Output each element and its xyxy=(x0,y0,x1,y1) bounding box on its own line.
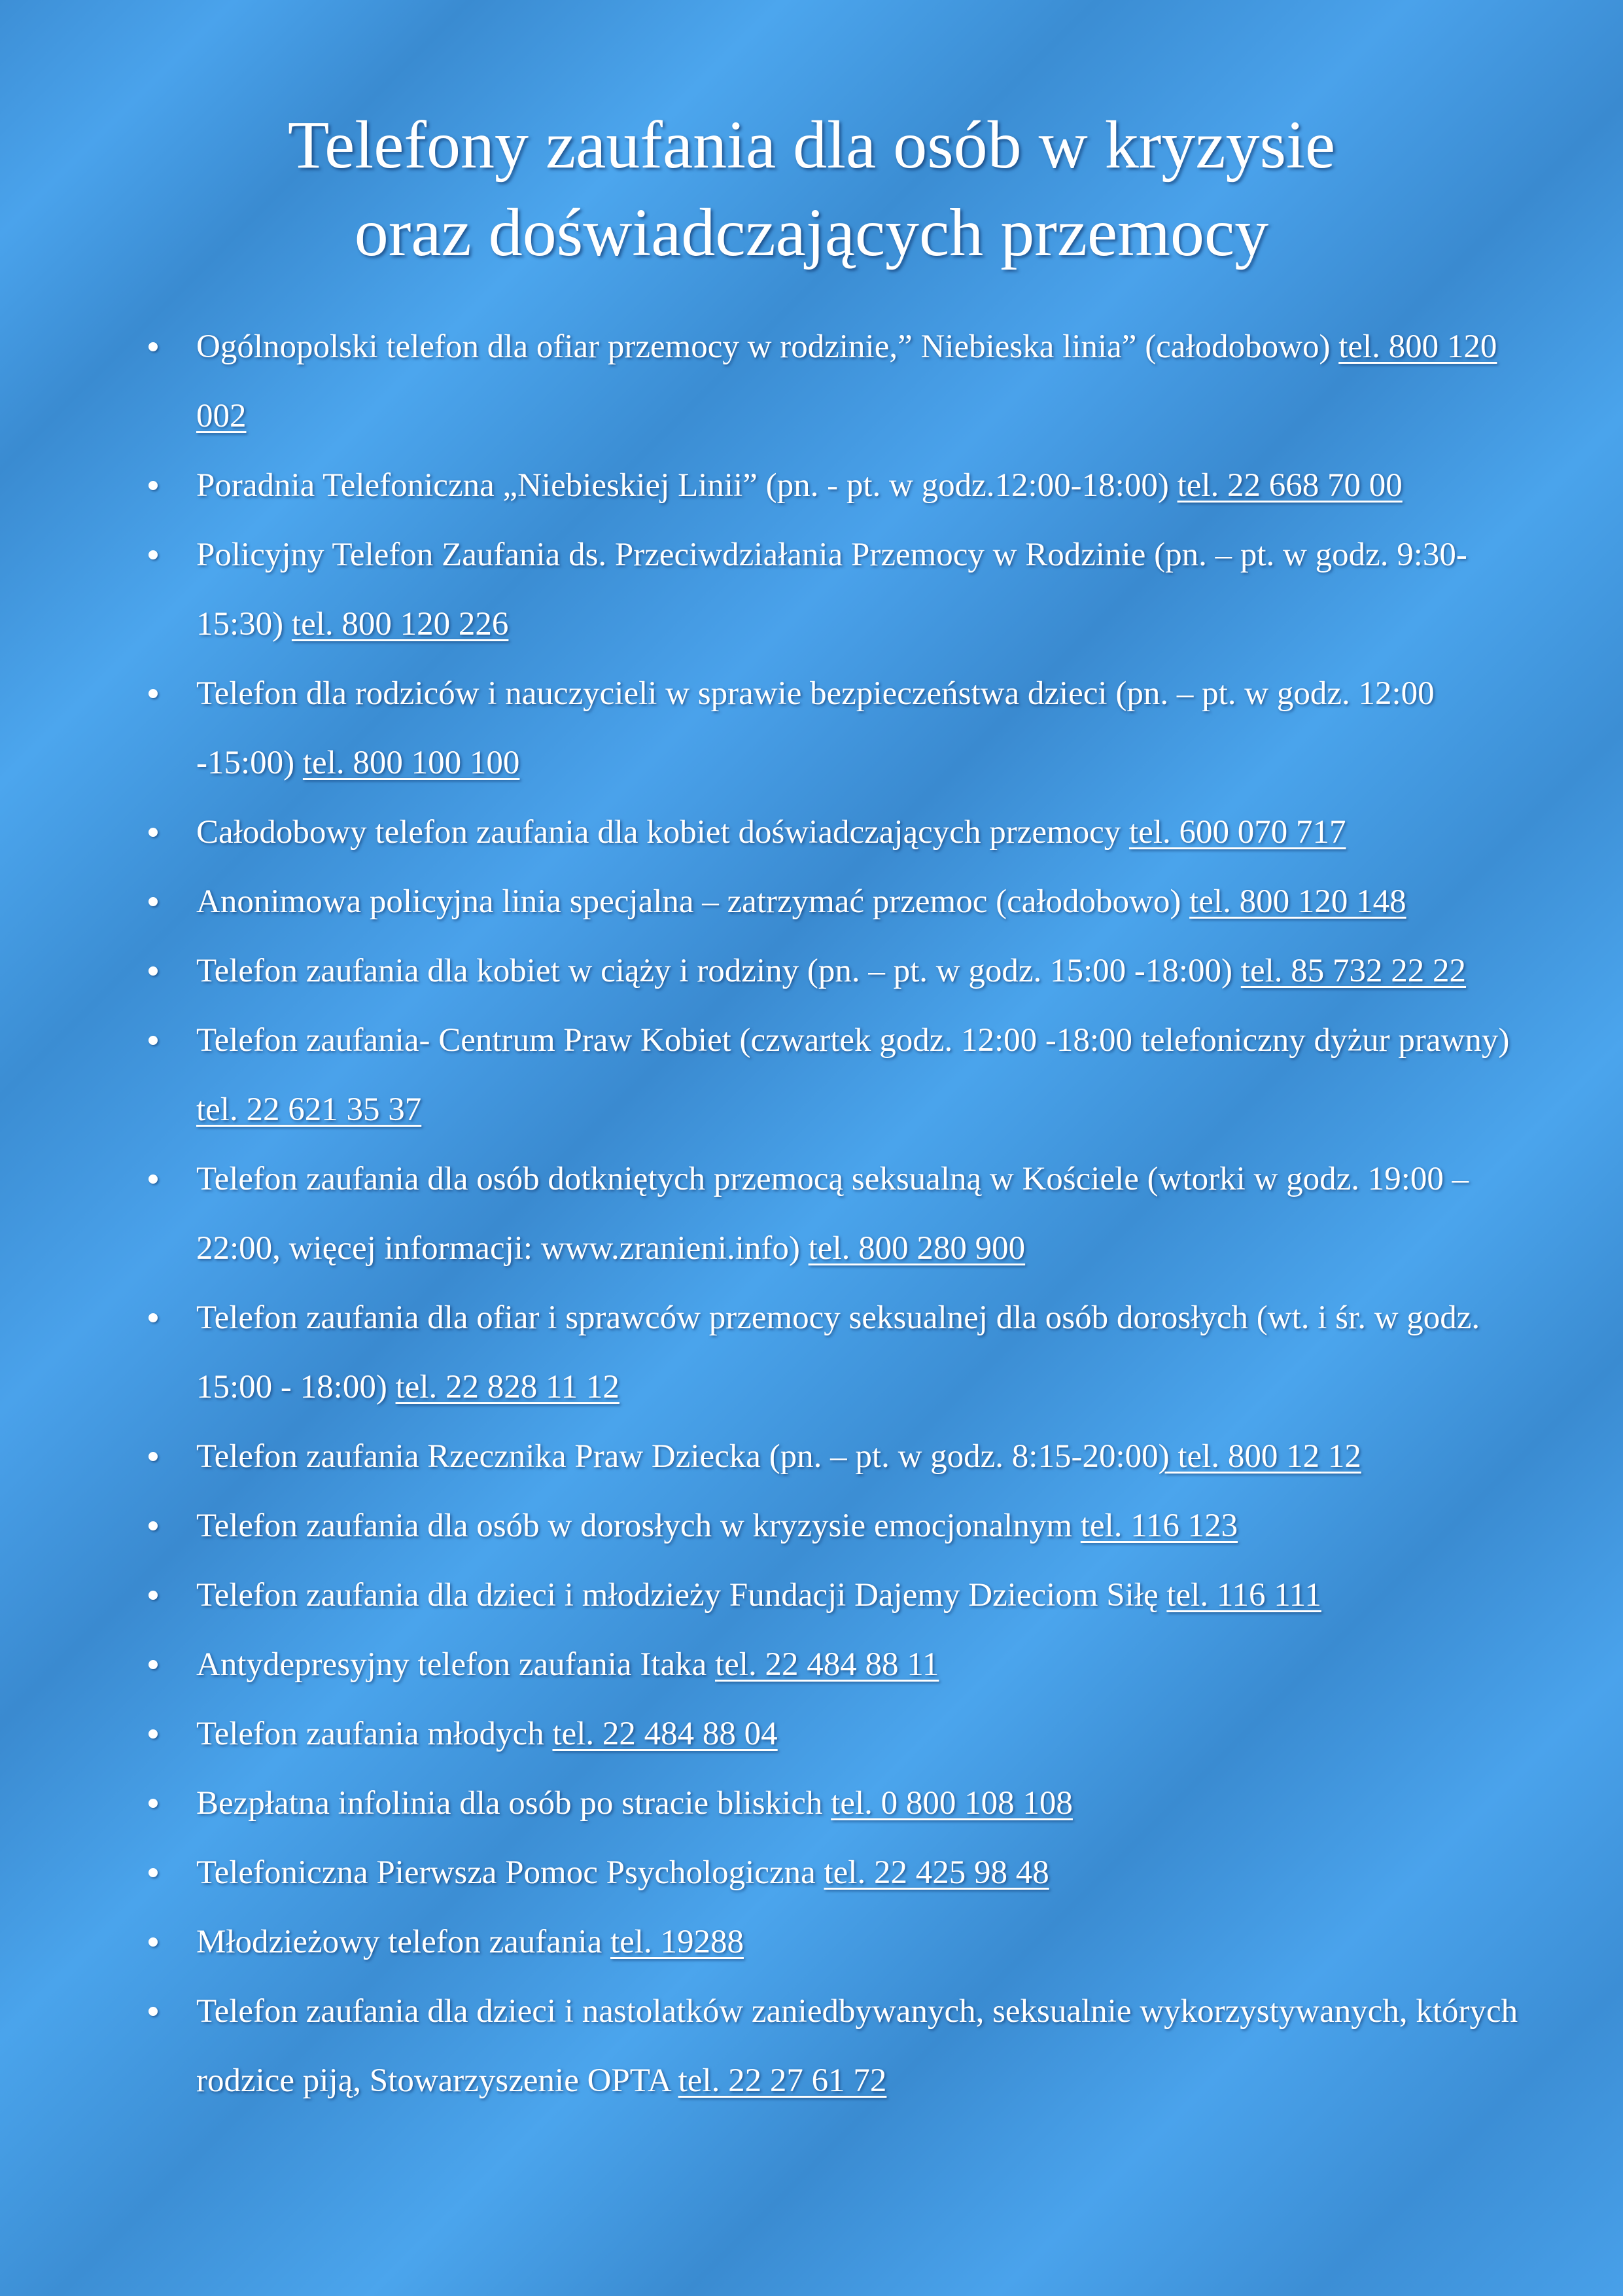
bullet-icon xyxy=(148,1799,158,1808)
list-item xyxy=(196,1006,1531,1144)
list-item xyxy=(196,1977,1531,2115)
bullet-icon xyxy=(148,342,158,351)
list-item xyxy=(196,451,1531,520)
phone-link[interactable]: tel. 0 800 108 108 xyxy=(831,1785,1073,1822)
bullet-icon xyxy=(148,1729,158,1739)
phone-link[interactable]: tel. 22 828 11 12 xyxy=(395,1369,620,1405)
item-description: Antydepresyjny telefon zaufania Itaka xyxy=(196,1646,715,1683)
item-description: Telefon zaufania- Centrum Praw Kobiet (czwartek godz. 12:00 -18:00 telefoniczny dyżur prawny) xyxy=(196,1022,1510,1059)
phone-link[interactable]: tel. 800 120 148 xyxy=(1189,883,1406,920)
phone-link[interactable]: tel. 22 425 98 48 xyxy=(824,1854,1049,1891)
list-item xyxy=(196,1907,1531,1977)
item-description: Ogólnopolski telefon dla ofiar przemocy w rodzinie,” Niebieska linia” (całodobowo) xyxy=(196,328,1339,365)
list-item xyxy=(196,1838,1531,1907)
bullet-icon xyxy=(148,1660,158,1669)
phone-link[interactable]: tel. 19288 xyxy=(610,1924,744,1960)
list-item xyxy=(196,1630,1531,1699)
item-description: Policyjny Telefon Zaufania ds. Przeciwdziałania Przemocy w Rodzinie (pn. – pt. w godz. 9:30-15:30) xyxy=(196,537,1467,643)
item-description: Młodzieżowy telefon zaufania xyxy=(196,1924,610,1960)
page-title-line-2: oraz doświadczających przemocy xyxy=(354,195,1269,270)
list-item xyxy=(196,867,1531,936)
bullet-icon xyxy=(148,481,158,490)
phone-link[interactable]: tel. 22 484 88 11 xyxy=(715,1646,939,1683)
page-title xyxy=(131,101,1492,277)
bullet-icon xyxy=(148,1452,158,1461)
bullet-icon xyxy=(148,966,158,976)
list-item xyxy=(196,659,1531,798)
list-item xyxy=(196,1422,1531,1491)
helpline-list xyxy=(196,312,1531,2115)
phone-link[interactable]: tel. 800 280 900 xyxy=(808,1230,1026,1267)
item-description: Poradnia Telefoniczna „Niebieskiej Linii” (pn. - pt. w godz.12:00-18:00) xyxy=(196,467,1178,504)
item-description: Bezpłatna infolinia dla osób po stracie bliskich xyxy=(196,1785,831,1822)
bullet-icon xyxy=(148,1036,158,1045)
phone-link[interactable]: tel. 800 120 226 xyxy=(291,606,509,643)
bullet-icon xyxy=(148,1313,158,1322)
phone-link[interactable]: tel. 800 120 002 xyxy=(196,328,1497,434)
item-description: Telefon zaufania dla dzieci i młodzieży Fundacji Dajemy Dzieciom Siłę xyxy=(196,1577,1167,1614)
phone-link[interactable]: tel. 116 111 xyxy=(1166,1577,1321,1614)
phone-link[interactable]: tel. 116 123 xyxy=(1080,1508,1238,1544)
list-item xyxy=(196,936,1531,1006)
bullet-icon xyxy=(148,1937,158,1947)
bullet-icon xyxy=(148,897,158,906)
phone-link[interactable]: tel. 800 100 100 xyxy=(302,745,520,781)
list-item xyxy=(196,1283,1531,1422)
phone-link[interactable]: tel. 85 732 22 22 xyxy=(1240,953,1467,989)
bullet-icon xyxy=(148,1521,158,1530)
list-item xyxy=(196,1491,1531,1561)
item-description: Całodobowy telefon zaufania dla kobiet doświadczających przemocy xyxy=(196,814,1130,851)
item-description: Telefon dla rodziców i nauczycieli w sprawie bezpieczeństwa dzieci (pn. – pt. w godz. 12:00 -15:00) xyxy=(196,675,1435,781)
list-item xyxy=(196,1561,1531,1630)
phone-link[interactable]: tel. 22 621 35 37 xyxy=(196,1091,422,1128)
phone-link[interactable]: tel. 600 070 717 xyxy=(1129,814,1346,851)
bullet-icon xyxy=(148,550,158,559)
list-item xyxy=(196,798,1531,867)
item-description: Telefon zaufania dla osób w dorosłych w kryzysie emocjonalnym xyxy=(196,1508,1081,1544)
item-description: Telefon zaufania Rzecznika Praw Dziecka (pn. – pt. w godz. 8:15-20:00 xyxy=(196,1438,1159,1475)
bullet-icon xyxy=(148,2007,158,2016)
bullet-icon xyxy=(148,1174,158,1184)
phone-link[interactable]: tel. 22 668 70 00 xyxy=(1177,467,1403,504)
bullet-icon xyxy=(148,1868,158,1877)
bullet-icon xyxy=(148,689,158,698)
bullet-icon xyxy=(148,828,158,837)
list-item xyxy=(196,1769,1531,1838)
page-title-line-1: Telefony zaufania dla osób w kryzysie xyxy=(287,107,1336,183)
item-description: Telefoniczna Pierwsza Pomoc Psychologiczna xyxy=(196,1854,824,1891)
phone-link[interactable]: tel. 22 484 88 04 xyxy=(552,1716,778,1752)
phone-link[interactable]: ) tel. 800 12 12 xyxy=(1158,1438,1361,1475)
bullet-icon xyxy=(148,1591,158,1600)
item-description: Telefon zaufania dla dzieci i nastolatków zaniedbywanych, seksualnie wykorzystywanych, których rodzice piją, Stowarzyszenie OPTA xyxy=(196,1993,1518,2099)
item-description: Telefon zaufania dla osób dotkniętych przemocą seksualną w Kościele (wtorki w godz. 19:00 – 22:00, więcej informacji: www.zranieni.info) xyxy=(196,1161,1469,1267)
item-description: Anonimowa policyjna linia specjalna – zatrzymać przemoc (całodobowo) xyxy=(196,883,1190,920)
item-description: Telefon zaufania dla ofiar i sprawców przemocy seksualnej dla osób dorosłych (wt. i śr. w godz. 15:00 - 18:00) xyxy=(196,1299,1480,1405)
list-item xyxy=(196,1144,1531,1283)
phone-link[interactable]: tel. 22 27 61 72 xyxy=(678,2062,887,2099)
list-item xyxy=(196,1699,1531,1769)
item-description: Telefon zaufania młodych xyxy=(196,1716,553,1752)
list-item xyxy=(196,520,1531,659)
list-item xyxy=(196,312,1531,451)
item-description: Telefon zaufania dla kobiet w ciąży i rodziny (pn. – pt. w godz. 15:00 -18:00) xyxy=(196,953,1241,989)
